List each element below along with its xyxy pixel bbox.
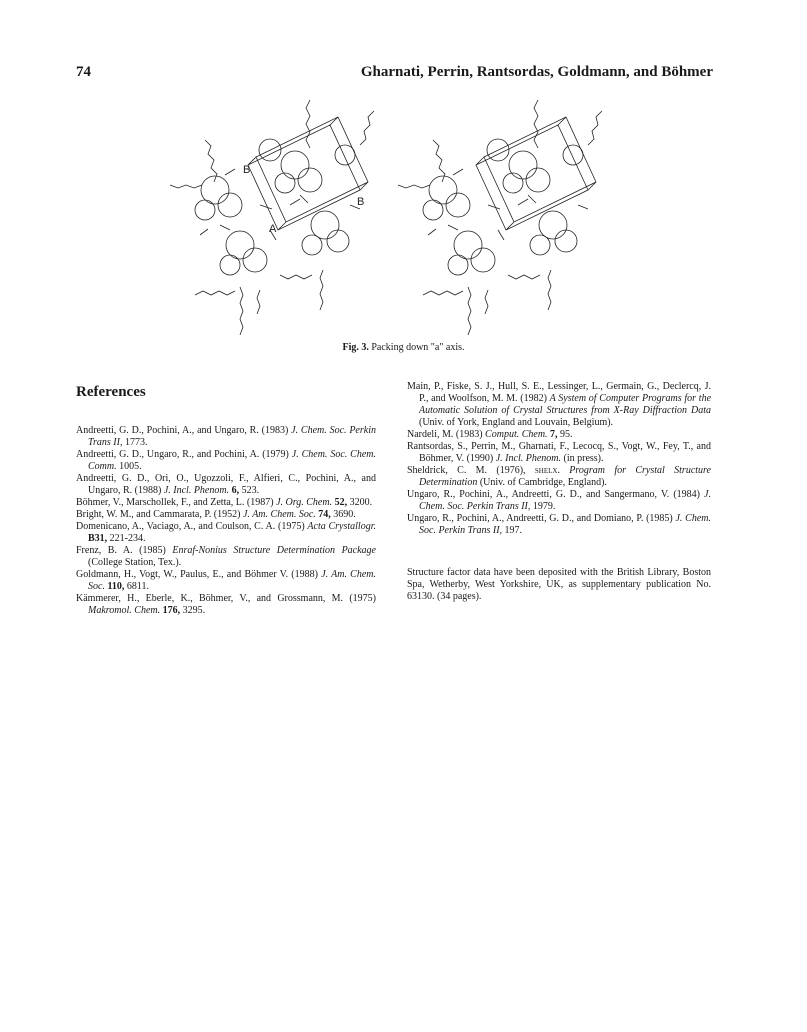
alkyl-chain xyxy=(280,275,312,279)
molecule-cluster xyxy=(195,139,355,275)
unit-cell-box xyxy=(248,117,368,230)
references-left-column xyxy=(76,383,376,617)
deposition-note: Structure factor data have been deposited with the British Library, Boston Spa, Wetherby, West Yorkshire, UK, as supplementary publication No. 63130. (34 pages). xyxy=(407,567,711,602)
figure-caption-label: Fig. 3. xyxy=(342,342,369,353)
reference-item: Rantsordas, S., Perrin, M., Gharnati, F., Lecocq, S., Vogt, W., Fey, T., and Böhmer, V. (1990) J. Incl. Phenom. (in press). xyxy=(407,441,711,464)
alkyl-chain xyxy=(360,111,374,145)
alkyl-chain xyxy=(195,291,235,295)
axis-label-a: A xyxy=(269,223,277,235)
references-right-column xyxy=(407,381,711,613)
reference-item: Kämmerer, H., Eberle, K., Böhmer, V., and Grossmann, M. (1975) Makromol. Chem. 176, 3295. xyxy=(76,593,376,616)
reference-item: Goldmann, H., Vogt, W., Paulus, E., and Böhmer V. (1988) J. Am. Chem. Soc. 110, 6811. xyxy=(76,569,377,592)
references-heading: References xyxy=(76,384,146,400)
reference-item: Ungaro, R., Pochini, A., Andreetti, G. D., and Sangermano, V. (1984) J. Chem. Soc. Perkin Trans II, 1979. xyxy=(407,489,711,512)
reference-item: Andreetti, G. D., Pochini, A., and Ungaro, R. (1983) J. Chem. Soc. Perkin Trans II, 1773. xyxy=(76,425,376,448)
axis-label-b-right: B xyxy=(357,196,365,208)
stereo-view-right xyxy=(398,100,602,335)
references-list-left xyxy=(76,425,376,617)
axis-label-b-top: B xyxy=(243,164,251,176)
figure-caption-text: Packing down "a" axis. xyxy=(371,342,465,353)
reference-item: Frenz, B. A. (1985) Enraf-Nonius Structure Determination Package (College Station, Tex.). xyxy=(76,545,376,568)
reference-item: Domenicano, A., Vaciago, A., and Coulson, C. A. (1975) Acta Crystallogr. B31, 221-234. xyxy=(76,521,376,544)
reference-item: Bright, W. M., and Cammarata, P. (1952) J. Am. Chem. Soc. 74, 3690. xyxy=(76,509,356,520)
reference-item: Sheldrick, C. M. (1976), shelx. Program for Crystal Structure Determination (Univ. of Cambridge, England). xyxy=(407,465,711,488)
reference-item: Andreetti, G. D., Ori, O., Ugozzoli, F., Alfieri, C., Pochini, A., and Ungaro, R. (1988) J. Incl. Phenom. 6, 523. xyxy=(76,473,376,496)
alkyl-chain xyxy=(320,270,323,310)
running-head: Gharnati, Perrin, Rantsordas, Goldmann, and Böhmer xyxy=(360,64,713,80)
crystal-packing-figure xyxy=(160,95,680,335)
reference-item: Andreetti, G. D., Ungaro, R., and Pochini, A. (1979) J. Chem. Soc. Chem. Comm. 1005. xyxy=(76,449,376,472)
reference-item: Böhmer, V., Marschollek, F., and Zetta, L. (1987) J. Org. Chem. 52, 3200. xyxy=(76,497,373,508)
reference-item: Main, P., Fiske, S. J., Hull, S. E., Lessinger, L., Germain, G., Declercq, J. P., and Woolfson, M. M. (1982) A System of Computer Programs for the Automatic Solution of Crystal Structures from X-Ray Diffraction Data (Univ. of York, England and Louvain, Belgium). xyxy=(407,381,712,428)
reference-item: Nardeli, M. (1983) Comput. Chem. 7, 95. xyxy=(407,429,573,440)
stereo-packing-diagram xyxy=(160,95,680,335)
alkyl-chain xyxy=(306,100,310,148)
stereo-view-left xyxy=(170,100,374,335)
alkyl-chain xyxy=(240,287,243,335)
figure-caption xyxy=(0,342,807,353)
references-list-right xyxy=(407,381,711,537)
reference-item: Ungaro, R., Pochini, A., Andreetti, G. D., and Domiano, P. (1985) J. Chem. Soc. Perkin Trans II, 197. xyxy=(407,513,711,536)
alkyl-chain xyxy=(170,185,202,188)
alkyl-chain xyxy=(257,290,260,314)
page-number: 74 xyxy=(76,64,91,80)
